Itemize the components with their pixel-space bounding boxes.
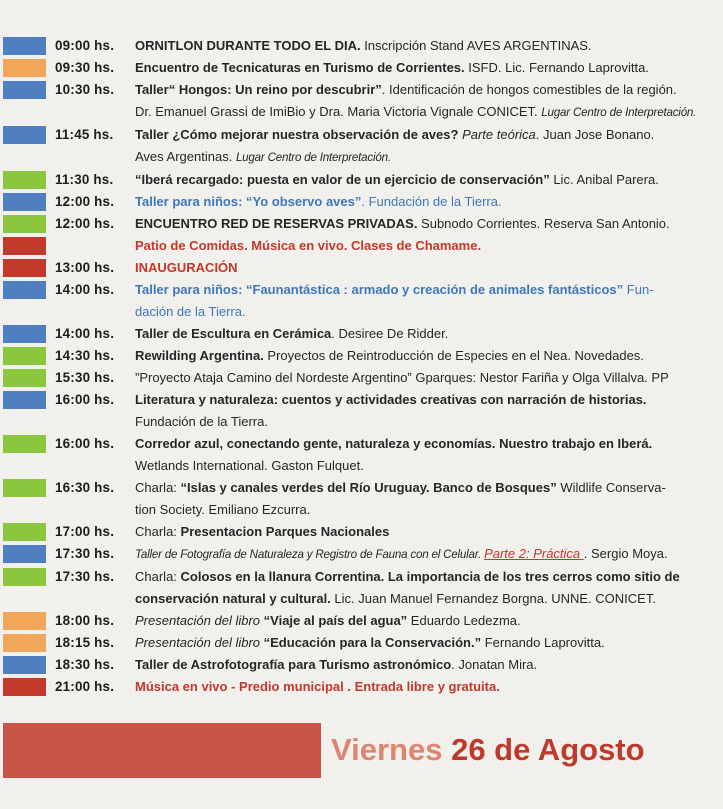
event-description — [135, 543, 707, 566]
category-color-bar — [3, 171, 46, 189]
schedule-list — [0, 35, 723, 698]
event-description — [135, 433, 707, 477]
event-text: Fundación de la Tierra. — [135, 414, 268, 429]
category-color-bar — [3, 391, 46, 409]
schedule-row — [0, 35, 723, 57]
schedule-row — [0, 389, 723, 433]
event-text: . Identificación de hongos comestibles de la región. — [381, 82, 677, 97]
event-time: 09:30 hs. — [55, 60, 115, 75]
schedule-row — [0, 235, 723, 257]
description-line — [135, 433, 707, 455]
event-time: 09:00 hs. — [55, 38, 115, 53]
schedule-row — [0, 213, 723, 235]
description-line — [135, 477, 707, 499]
schedule-row — [0, 323, 723, 345]
event-text: Lic. Anibal Parera. — [549, 172, 659, 187]
banner-title — [331, 730, 645, 770]
category-color-bar — [3, 545, 46, 563]
event-time: 16:00 hs. — [55, 436, 115, 451]
event-text: ISFD. Lic. Fernando Laprovitta. — [464, 60, 649, 75]
event-text: Literatura y naturaleza: cuentos y actividades creativas con narración de historias. — [135, 392, 647, 407]
event-text: INAUGURACIÓN — [135, 260, 238, 275]
event-time: 14:30 hs. — [55, 348, 115, 363]
event-time: 10:30 hs. — [55, 82, 115, 97]
event-time: 18:30 hs. — [55, 657, 115, 672]
event-text: Taller de Escultura en Cerámica — [135, 326, 332, 341]
event-time: 15:30 hs. — [55, 370, 115, 385]
event-time: 16:00 hs. — [55, 392, 115, 407]
event-text: Charla: — [135, 524, 181, 539]
event-text: “Iberá recargado: puesta en valor de un ejercicio de conservación” — [135, 172, 550, 187]
event-time: 14:00 hs. — [55, 282, 115, 297]
event-description — [135, 57, 707, 79]
event-text: ORNITLON DURANTE TODO EL DIA. — [135, 38, 361, 53]
event-description — [135, 213, 707, 235]
event-text: Lugar Centro de Interpretación. — [235, 151, 391, 164]
event-time: 11:45 hs. — [55, 127, 114, 142]
event-text: Proyectos de Reintroducción de Especies en el Nea. Novedades. — [263, 348, 644, 363]
category-color-bar — [3, 215, 46, 233]
event-time: 13:00 hs. — [55, 260, 115, 275]
event-text: Parte teórica — [462, 127, 536, 142]
event-time: 18:00 hs. — [55, 613, 115, 628]
description-line — [135, 654, 707, 676]
schedule-row — [0, 610, 723, 632]
schedule-row — [0, 521, 723, 543]
description-line — [135, 101, 707, 124]
schedule-row — [0, 191, 723, 213]
event-text: Presentación del libro — [135, 613, 264, 628]
category-color-bar — [3, 523, 46, 541]
event-time: 12:00 hs. — [55, 194, 115, 209]
category-color-bar — [3, 281, 46, 299]
event-description — [135, 477, 707, 521]
description-line — [135, 676, 707, 698]
event-text: “Islas y canales verdes del Río Uruguay. Banco de Bosques” — [180, 480, 557, 495]
event-text: Subnodo Corrientes. Reserva San Antonio. — [417, 216, 670, 231]
schedule-row — [0, 566, 723, 610]
event-description — [135, 279, 707, 323]
category-color-bar — [3, 347, 46, 365]
event-text: Taller“ Hongos: Un reino por descubrir” — [135, 82, 382, 97]
description-line — [135, 367, 707, 389]
schedule-row — [0, 632, 723, 654]
schedule-row — [0, 345, 723, 367]
schedule-row — [0, 257, 723, 279]
event-text: . Sergio Moya. — [583, 546, 668, 561]
description-line — [135, 213, 707, 235]
event-description — [135, 169, 707, 191]
date-banner — [0, 721, 723, 781]
event-time: 17:30 hs. — [55, 546, 115, 561]
description-line — [135, 566, 707, 588]
event-text: Eduardo Ledezma. — [407, 613, 521, 628]
event-text: Corredor azul, conectando gente, naturaleza y economías. Nuestro trabajo en Iberá. — [135, 436, 653, 451]
event-text: Dr. Emanuel Grassi de ImiBio y Dra. Maria Victoria Vignale CONICET. — [135, 104, 542, 119]
event-text: ENCUENTRO RED DE RESERVAS PRIVADAS. — [135, 216, 418, 231]
schedule-row — [0, 367, 723, 389]
event-text: Gparques: Nestor Fariña y Olga Villalva. PP — [411, 370, 669, 385]
description-line — [135, 499, 707, 521]
category-color-bar — [3, 612, 46, 630]
banner-day: Viernes — [331, 732, 443, 767]
category-color-bar — [3, 634, 46, 652]
event-link[interactable]: Parte 2: Práctica — [484, 546, 584, 561]
event-text: Presentación del libro — [135, 635, 264, 650]
description-line — [135, 389, 707, 411]
event-text: Rewilding Argentina. — [135, 348, 264, 363]
category-color-bar — [3, 479, 46, 497]
schedule-row — [0, 124, 723, 169]
event-text: “Viaje al país del agua” — [263, 613, 408, 628]
event-text: Taller de Fotografía de Naturaleza y Registro de Fauna con el Celular. — [135, 548, 485, 561]
category-color-bar — [3, 435, 46, 453]
description-line — [135, 169, 707, 191]
category-color-bar — [3, 59, 46, 77]
schedule-row — [0, 676, 723, 698]
event-description — [135, 257, 707, 279]
event-description — [135, 389, 707, 433]
event-text: . Juan Jose Bonano. — [535, 127, 655, 142]
event-text: Taller para niños: “Yo observo aves” — [135, 194, 362, 209]
event-description — [135, 367, 707, 389]
event-time: 11:30 hs. — [55, 172, 114, 187]
event-text: . Jonatan Mira. — [451, 657, 538, 672]
event-text: Lugar Centro de Interpretación. — [541, 106, 697, 119]
event-text: Aves Argentinas. — [135, 149, 236, 164]
category-color-bar — [3, 678, 46, 696]
event-description — [135, 610, 707, 632]
event-description — [135, 79, 707, 124]
event-description — [135, 191, 707, 213]
event-text: Patio de Comidas. Música en vivo. Clases de Chamame. — [135, 238, 482, 253]
description-line — [135, 279, 707, 301]
event-description — [135, 521, 707, 543]
schedule-row — [0, 279, 723, 323]
event-text: dación de la Tierra. — [135, 304, 246, 319]
event-time: 12:00 hs. — [55, 216, 115, 231]
description-line — [135, 146, 707, 169]
category-color-bar — [3, 325, 46, 343]
description-line — [135, 610, 707, 632]
event-text: Colosos en la llanura Correntina. La importancia de los tres cerros como sitio de — [180, 569, 680, 584]
event-text: . Fundación de la Tierra. — [361, 194, 502, 209]
category-color-bar — [3, 568, 46, 586]
schedule-row — [0, 79, 723, 124]
description-line — [135, 191, 707, 213]
event-description — [135, 566, 707, 610]
description-line — [135, 35, 707, 57]
event-text: Fun- — [623, 282, 654, 297]
category-color-bar — [3, 193, 46, 211]
category-color-bar — [3, 237, 46, 255]
event-text: Charla: — [135, 480, 181, 495]
description-line — [135, 455, 707, 477]
schedule-row — [0, 654, 723, 676]
schedule-row — [0, 477, 723, 521]
event-time: 16:30 hs. — [55, 480, 115, 495]
event-text: Charla: — [135, 569, 181, 584]
description-line — [135, 345, 707, 367]
description-line — [135, 57, 707, 79]
event-text: Taller ¿Cómo mejorar nuestra observación de aves? — [135, 127, 459, 142]
category-color-bar — [3, 259, 46, 277]
event-text: Encuentro de Tecnicaturas en Turismo de Corrientes. — [135, 60, 465, 75]
event-text: tion Society. Emiliano Ezcurra. — [135, 502, 311, 517]
event-text: Inscripción Stand AVES ARGENTINAS. — [360, 38, 592, 53]
event-time: 14:00 hs. — [55, 326, 115, 341]
event-text: Taller para niños: “Faunantástica : armado y creación de animales fantásticos” — [135, 282, 624, 297]
description-line — [135, 79, 707, 101]
event-description — [135, 654, 707, 676]
event-time: 18:15 hs. — [55, 635, 115, 650]
description-line — [135, 632, 707, 654]
event-time: 17:00 hs. — [55, 524, 115, 539]
category-color-bar — [3, 656, 46, 674]
event-description — [135, 323, 707, 345]
event-description — [135, 632, 707, 654]
category-color-bar — [3, 81, 46, 99]
event-time: 17:30 hs. — [55, 569, 115, 584]
event-text: Taller de Astrofotografía para Turismo astronómico — [135, 657, 452, 672]
description-line — [135, 301, 707, 323]
event-text: Presentacion Parques Nacionales — [180, 524, 390, 539]
description-line — [135, 124, 707, 146]
event-description — [135, 35, 707, 57]
event-text: ”Proyecto Ataja Camino del Nordeste Argentino” — [135, 370, 412, 385]
schedule-row — [0, 543, 723, 566]
event-description — [135, 124, 707, 169]
event-text: conservación natural y cultural. — [135, 591, 331, 606]
event-text: Wildlife Conserva- — [556, 480, 666, 495]
event-description — [135, 676, 707, 698]
event-text: . Desiree De Ridder. — [331, 326, 449, 341]
category-color-bar — [3, 37, 46, 55]
schedule-row — [0, 57, 723, 79]
event-description — [135, 345, 707, 367]
description-line — [135, 235, 707, 257]
description-line — [135, 323, 707, 345]
event-text: Wetlands International. Gaston Fulquet. — [135, 458, 364, 473]
event-text: Música en vivo - Predio municipal . Entrada libre y gratuita. — [135, 679, 500, 694]
event-time: 21:00 hs. — [55, 679, 115, 694]
description-line — [135, 257, 707, 279]
banner-date: 26 de Agosto — [451, 732, 645, 767]
event-text: “Educación para la Conservación.” — [263, 635, 482, 650]
category-color-bar — [3, 126, 46, 144]
description-line — [135, 543, 707, 566]
category-color-bar — [3, 369, 46, 387]
description-line — [135, 411, 707, 433]
description-line — [135, 588, 707, 610]
event-description — [135, 235, 707, 257]
description-line — [135, 521, 707, 543]
schedule-row — [0, 433, 723, 477]
event-text: Fernando Laprovitta. — [481, 635, 605, 650]
event-text: Lic. Juan Manuel Fernandez Borgna. UNNE. CONICET. — [330, 591, 656, 606]
banner-band — [3, 723, 321, 778]
schedule-row — [0, 169, 723, 191]
